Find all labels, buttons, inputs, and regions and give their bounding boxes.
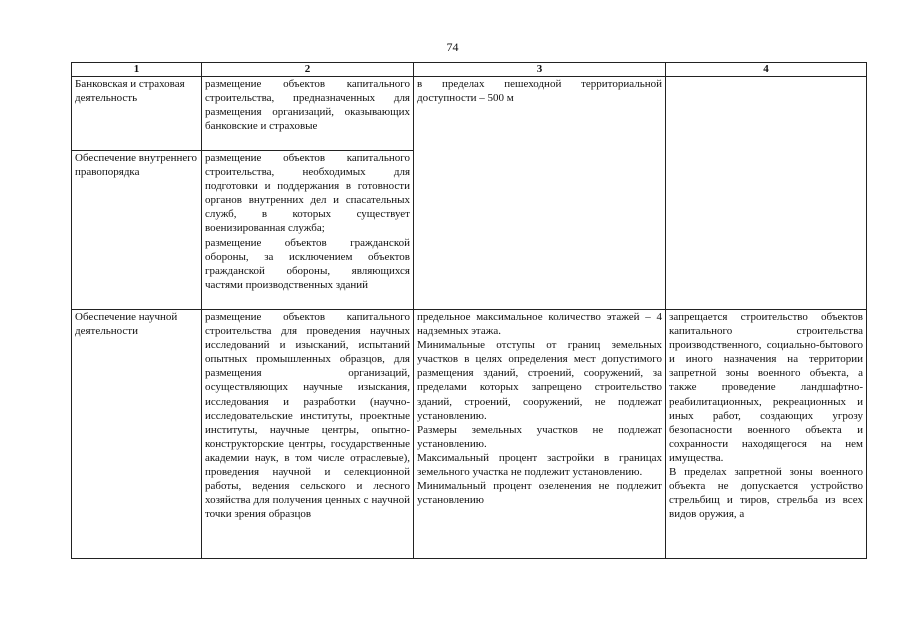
land-use-table xyxy=(71,62,867,559)
column-header-1: 1 xyxy=(72,63,202,77)
column-header-3: 3 xyxy=(414,63,666,77)
parameter-text: предельное максимальное количество этажей – 4 надземных этажа. xyxy=(417,311,662,338)
use-description-cell xyxy=(202,151,414,310)
parameter-text: Максимальный процент застройки в границах земельного участка не подлежит установлению. xyxy=(417,451,662,479)
column-header-4: 4 xyxy=(666,63,867,77)
parameter-text: Размеры земельных участков не подлежат установлению. xyxy=(417,423,662,450)
description-paragraph: размещение объектов гражданской обороны, за исключением объектов гражданской обороны, являющихся частями производственных зданий xyxy=(205,236,410,291)
use-name-cell: Банковская и страховая деятельность xyxy=(72,77,202,151)
parameter-text: Минимальный процент озеленения не подлежит установлению xyxy=(417,480,662,507)
restrictions-cell xyxy=(666,310,867,559)
use-description-cell: размещение объектов капитального строительства для проведения научных исследований и изысканий, испытаний опытных промышленных образцов, для размещения организаций, осуществляющих научные изыскания, исследования и разработки (научно-исследовательские институты, проектные институты, научные центры, опытно-конструкторские центры, государственные академии наук, в том числе отраслевые), проведения научной и селекционной работы, ведения сельского и лесного хозяйства для получения ценных с научной точки зрения образцов xyxy=(202,310,414,559)
use-description-cell: размещение объектов капитального строительства, предназначенных для размещения организаций, оказывающих банковские и страховые xyxy=(202,77,414,151)
parameter-text: в пределах пешеходной территориальной доступности – 500 м xyxy=(417,78,662,105)
table-row xyxy=(72,77,867,151)
parameters-cell xyxy=(414,77,666,310)
table-row xyxy=(72,310,867,559)
parameter-text: Минимальные отступы от границ земельных участков в целях определения мест допустимого размещения зданий, строений, сооружений, за пределами которых запрещено строительство зданий, строений, сооружений, не подлежат установлению. xyxy=(417,339,662,422)
use-name-cell: Обеспечение внутреннего правопорядка xyxy=(72,151,202,310)
use-name-cell: Обеспечение научной деятельности xyxy=(72,310,202,559)
parameters-cell xyxy=(414,310,666,559)
page-number: 74 xyxy=(446,40,459,54)
description-paragraph: размещение объектов капитального строительства, необходимых для подготовки и поддержания в готовности органов внутренних дел и спасательных служб, в которых существует военизированная служба; xyxy=(205,152,410,235)
restrictions-cell xyxy=(666,77,867,310)
restriction-text: В пределах запретной зоны военного объекта не допускается устройство стрельбищ и тиров, стрельба из всех видов оружия, а xyxy=(669,466,863,521)
restriction-text: запрещается строительство объектов капитального строительства производственного, социально-бытового и иного назначения на территории запретной зоны военного объекта, а также проведение ландшафтно-реабилитационных, рекреационных и иных работ, создающих угрозу безопасности военного объекта и сохранности находящегося на нем имущества. xyxy=(669,311,863,464)
table-header-row xyxy=(72,63,867,77)
column-header-2: 2 xyxy=(202,63,414,77)
